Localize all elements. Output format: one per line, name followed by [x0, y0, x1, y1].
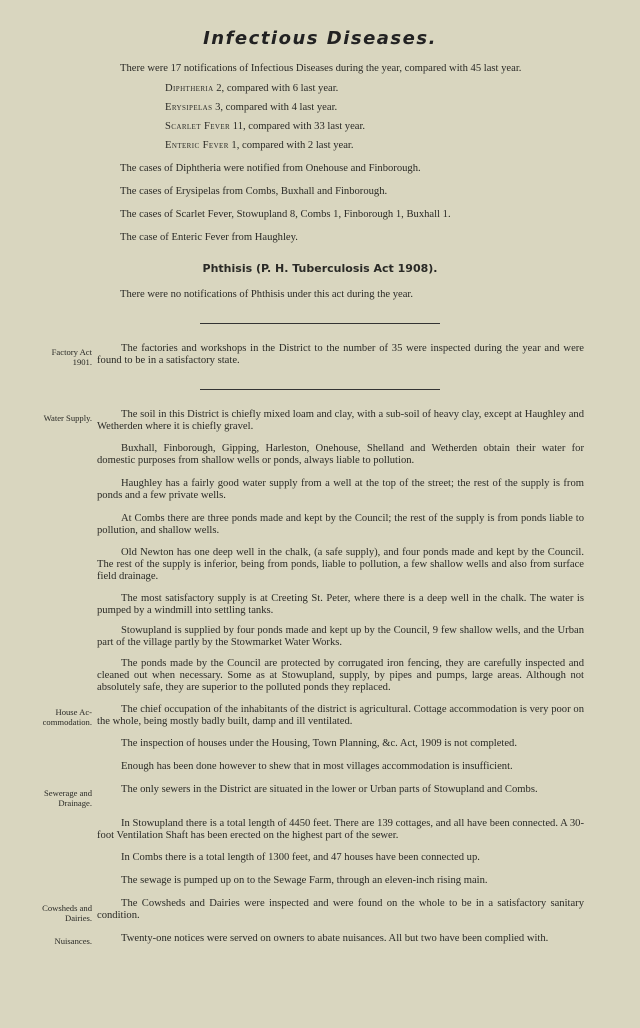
disease-item-erysipelas	[165, 101, 337, 114]
margin-label-house-accommodation: House Ac- commodation.	[42, 707, 92, 727]
water-paragraph: Buxhall, Finborough, Gipping, Harleston, Onehouse, Shelland and Wetherden obtain their water for domestic purposes from shallow wells or ponds, always liable to pollution.	[97, 443, 584, 466]
disease-item-scarlet-fever	[165, 120, 365, 133]
water-paragraph: The most satisfactory supply is at Creeting St. Peter, where there is a deep well in the chalk. The water is pumped by a windmill into settling tanks.	[97, 593, 584, 616]
water-paragraph: Stowupland is supplied by four ponds made and kept up by the Council, 9 few shallow wells, and the Urban part of the village partly by the Stowmarket Water Works.	[97, 625, 584, 648]
margin-label-water-supply: Water Supply.	[43, 413, 92, 423]
intro-text: There were 17 notifications of Infectious Diseases during the year, compared with 45 last year.	[120, 63, 522, 74]
disease-count: 3, compared with 4 last year.	[212, 102, 338, 113]
sewerage-paragraph: In Stowupland there is a total length of 4450 feet. There are 139 cottages, and all have been connected. A 30-foot Ventilation Shaft has been erected on the highest part of the sewer.	[97, 818, 584, 841]
cases-enteric-fever: The case of Enteric Fever from Haughley.	[120, 232, 298, 243]
cases-erysipelas: The cases of Erysipelas from Combs, Buxhall and Finborough.	[120, 186, 388, 197]
page-title: Infectious Diseases.	[203, 28, 437, 49]
phthisis-text: There were no notifications of Phthisis under this act during the year.	[120, 289, 414, 300]
cases-diphtheria: The cases of Diphtheria were notified from Onehouse and Finborough.	[120, 163, 421, 174]
sewerage-paragraph: In Combs there is a total length of 1300 feet, and 47 houses have been connected up.	[121, 852, 480, 863]
margin-label-nuisances: Nuisances.	[54, 936, 92, 946]
margin-label-sewerage: Sewerage and Drainage.	[44, 788, 92, 808]
disease-count: 11, compared with 33 last year.	[230, 121, 366, 132]
water-paragraph: The ponds made by the Council are protected by corrugated iron fencing, they are carefully inspected and cleaned out when necessary. Some as at Stowupland, supply, by pipes and pumps, large areas. Although not absolutely safe, they are superior to the polluted ponds they replaced.	[97, 658, 584, 693]
sewerage-paragraph: The sewage is pumped up on to the Sewage Farm, through an eleven-inch rising main.	[121, 875, 488, 886]
factory-paragraph: The factories and workshops in the District to the number of 35 were inspected during the year and were found to be in a satisfactory state.	[97, 343, 584, 366]
margin-label-factory-act: Factory Act 1901.	[51, 347, 92, 367]
water-paragraph: The soil in this District is chiefly mixed loam and clay, with a sub-soil of heavy clay, except at Haughley and Wetherden where it is chiefly gravel.	[97, 409, 584, 432]
disease-name: Diphtheria	[165, 83, 214, 94]
house-paragraph: The chief occupation of the inhabitants of the district is agricultural. Cottage accommodation is very poor on the whole, being mostly badly built, damp and ill ventilated.	[97, 704, 584, 727]
house-paragraph: The inspection of houses under the Housing, Town Planning, &c. Act, 1909 is not completed.	[121, 738, 517, 749]
nuisances-paragraph: Twenty-one notices were served on owners to abate nuisances. All but two have been complied with.	[121, 933, 549, 944]
disease-item-enteric-fever	[165, 139, 354, 152]
house-paragraph: Enough has been done however to shew that in most villages accommodation is insufficient.	[121, 761, 513, 772]
water-paragraph: Old Newton has one deep well in the chalk, (a safe supply), and four ponds made and kept by the Council. The rest of the supply is inferior, being from ponds, liable to pollution, a few shallow wells and also from surface field drainage.	[97, 547, 584, 582]
disease-name: Scarlet Fever	[165, 121, 231, 132]
disease-count: 2, compared with 6 last year.	[213, 83, 339, 94]
water-paragraph: At Combs there are three ponds made and kept by the Council; the rest of the supply is from ponds liable to pollution, and shallow wells.	[97, 513, 584, 536]
disease-count: 1, compared with 2 last year.	[228, 140, 354, 151]
margin-label-cowsheds: Cowsheds and Dairies.	[42, 903, 92, 923]
cowsheds-paragraph: The Cowsheds and Dairies were inspected and were found on the whole to be in a satisfactory sanitary condition.	[97, 898, 584, 921]
water-paragraph: Haughley has a fairly good water supply from a well at the top of the street; the rest of the supply is from ponds and a few private wells.	[97, 478, 584, 501]
disease-name: Enteric Fever	[165, 140, 229, 151]
divider	[200, 323, 440, 324]
disease-item-diphtheria	[165, 82, 338, 95]
disease-name: Erysipelas	[165, 102, 213, 113]
phthisis-heading: Phthisis (P. H. Tuberculosis Act 1908).	[202, 262, 438, 275]
sewerage-paragraph: The only sewers in the District are situated in the lower or Urban parts of Stowupland and Combs.	[121, 784, 538, 795]
cases-scarlet-fever: The cases of Scarlet Fever, Stowupland 8, Combs 1, Finborough 1, Buxhall 1.	[120, 209, 451, 220]
divider	[200, 389, 440, 390]
